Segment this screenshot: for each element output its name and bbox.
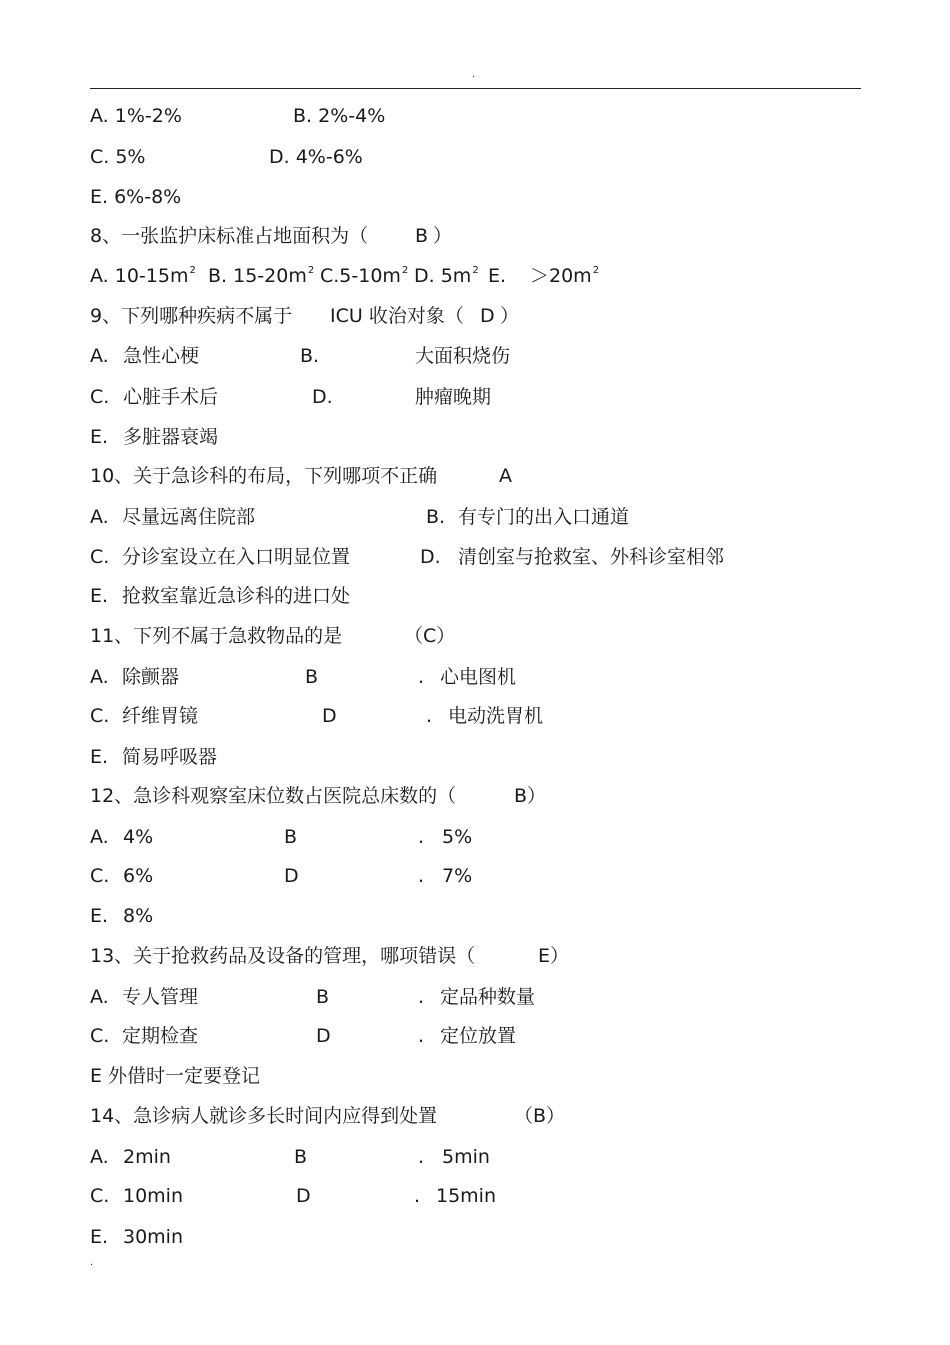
option-text: 5% [442,826,473,848]
option-letter: A. [90,986,109,1008]
option-letter: B [305,666,319,688]
option-text: 5min [442,1146,490,1168]
option-text: 心电图机 [440,666,517,688]
option-letter: C. [90,386,110,408]
option-letter: E. [90,585,109,607]
option-text: 分诊室设立在入口明显位置 [122,546,351,568]
option-letter: A. [90,666,109,688]
question-text: 13、关于抢救药品及设备的管理，哪项错误（ [90,945,476,967]
answer: A [499,465,512,487]
option-letter: E. [90,426,109,448]
option-text: 尽量远离住院部 [122,506,256,528]
option-d: D. 4%-6% [269,146,363,168]
option-letter: B. [426,506,446,528]
option-b: B. $15-20m^2$ [208,265,315,287]
option-letter: D [296,1185,311,1207]
option-letter: B [316,986,330,1008]
option-text: 定期检查 [122,1025,199,1047]
option-letter: E. [90,1226,109,1248]
option-letter: C. [90,865,110,887]
answer: E） [538,945,570,967]
option-b: B. 2%-4% [293,105,386,127]
option-text: 30min [123,1226,184,1248]
option-letter: D [284,865,299,887]
option-text: 15min [436,1185,497,1207]
option-text: 多脏器衰竭 [123,426,219,448]
option-e: E. 6%-8% [90,186,182,208]
option-letter: B [294,1146,308,1168]
option-text: 简易呼吸器 [122,746,218,768]
option-text: 抢救室靠近急诊科的进口处 [122,585,351,607]
option-dot: . [414,1185,421,1207]
option-text: 清创室与抢救室、外科诊室相邻 [458,546,725,568]
option-dot: . [418,1025,425,1047]
option-a: A. 1%-2% [90,105,182,127]
question-text: ICU 收治对象（ [330,305,464,327]
option-letter: E. [90,746,109,768]
option-text: 专人管理 [122,986,199,1008]
option-text: 有专门的出入口通道 [458,506,630,528]
option-e: E. [488,265,507,287]
option-text: 除颤器 [122,666,180,688]
option-letter: B [284,826,298,848]
question-text: 8、一张监护床标准占地面积为（ [90,225,369,247]
option-letter: E. [90,905,109,927]
option-letter: D. [420,546,441,568]
option-a: A. $10-15m^2$ [90,265,196,287]
question-text: 9、下列哪种疾病不属于 [90,305,293,327]
option-d: D. $5m^2$ [414,265,479,287]
option-text: 大面积烧伤 [415,345,511,367]
answer: B [415,225,429,247]
footer-dot: . [90,1257,94,1268]
option-letter: A. [90,826,109,848]
option-c: C. 5% [90,146,146,168]
option-dot: . [426,705,433,727]
answer: D [480,305,495,327]
option-dot: . [418,986,425,1008]
question-text: ） [433,225,453,247]
answer: B） [514,785,547,807]
option-c: $C.5-10m^2$ [320,265,409,287]
option-letter: C. [90,705,110,727]
option-text: 纤维胃镜 [122,705,199,727]
option-text: 心脏手术后 [123,386,219,408]
option-dot: . [418,826,425,848]
option-letter: D [316,1025,331,1047]
question-text: ） [500,305,520,327]
option-text: E 外借时一定要登记 [90,1065,261,1087]
option-e-value: $>20m^2$ [530,265,600,287]
option-letter: C. [90,1185,110,1207]
option-letter: C. [90,1025,110,1047]
question-text: 14、急诊病人就诊多长时间内应得到处置 [90,1105,438,1127]
option-text: 10min [123,1185,184,1207]
option-text: 电动洗胃机 [448,705,544,727]
answer: （C） [404,625,456,647]
option-dot: . [418,666,425,688]
option-dot: . [418,865,425,887]
option-letter: A. [90,1146,109,1168]
question-text: 12、急诊科观察室床位数占医院总床数的（ [90,785,457,807]
option-text: 6% [123,865,154,887]
header-rule [90,88,861,89]
option-text: 急性心梗 [123,345,200,367]
header-dot: . [472,69,476,80]
option-text: 2min [123,1146,171,1168]
option-letter: A. [90,506,109,528]
option-text: 定位放置 [440,1025,517,1047]
option-text: 7% [442,865,473,887]
option-letter: D. [312,386,333,408]
question-text: 11、下列不属于急救物品的是 [90,625,343,647]
option-text: 4% [123,826,154,848]
option-text: 8% [123,905,154,927]
answer: （B） [514,1105,566,1127]
option-letter: B. [300,345,320,367]
question-text: 10、关于急诊科的布局，下列哪项不正确 [90,465,438,487]
option-letter: C. [90,546,110,568]
option-dot: . [418,1146,425,1168]
option-text: 定品种数量 [440,986,536,1008]
option-letter: D [322,705,337,727]
option-text: 肿瘤晚期 [415,386,492,408]
option-letter: A. [90,345,109,367]
